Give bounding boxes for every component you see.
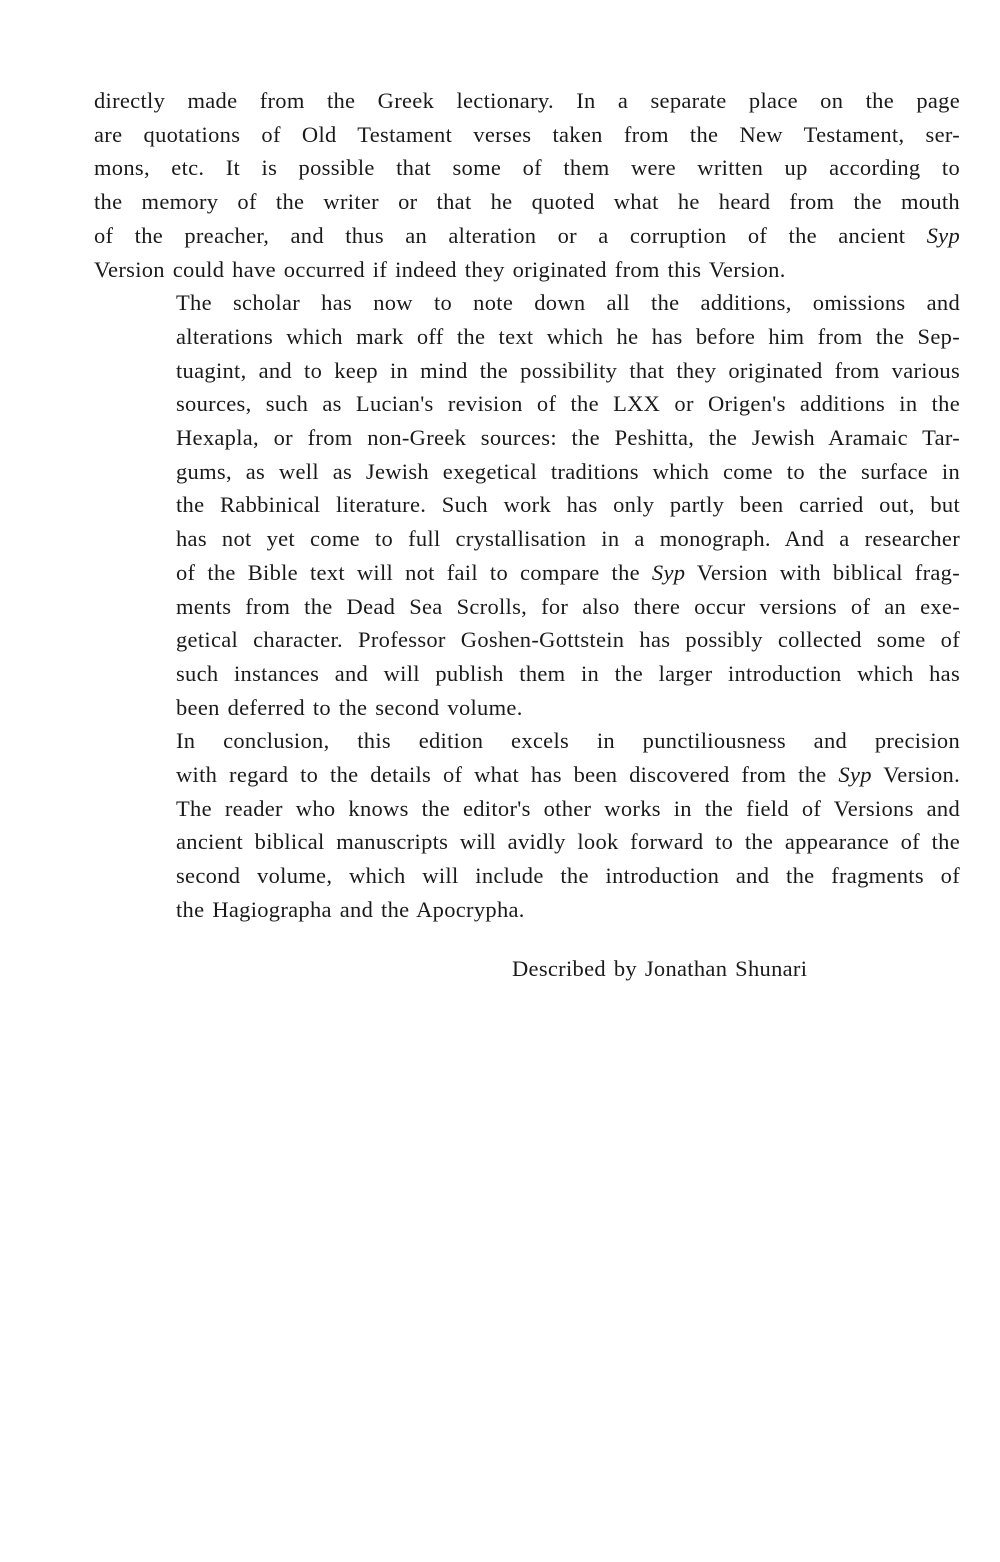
article-body — [94, 84, 960, 927]
paragraph-3 — [94, 724, 960, 926]
italic-term: Syp — [838, 762, 872, 788]
text-line: the Hagiographa and the Apocrypha. — [176, 896, 525, 922]
text-line: sources, such as Lucian's revision of the LXX or Origen's additions in the — [176, 391, 960, 417]
text-line: The reader who knows the editor's other works in the field of Versions and — [176, 795, 960, 821]
text-line: In conclusion, this edition excels in punctiliousness and precision — [176, 728, 960, 754]
signature-line: Described by Jonathan Shunari — [512, 956, 808, 981]
text-line: of the preacher, and thus an alteration or a corruption of the ancient Syp — [94, 222, 960, 248]
text-line: Version could have occurred if indeed they originated from this Version. — [94, 256, 786, 282]
text-line: the memory of the writer or that he quoted what he heard from the mouth — [94, 189, 960, 215]
text-line: ancient biblical manuscripts will avidly look forward to the appearance of the — [176, 829, 960, 855]
text-line: has not yet come to full crystallisation in a monograph. And a researcher — [176, 526, 960, 552]
text-line: mons, etc. It is possible that some of them were written up according to — [94, 155, 960, 181]
text-line: are quotations of Old Testament verses taken from the New Testament, ser- — [94, 121, 960, 147]
paragraph-1 — [94, 84, 960, 286]
text-line: with regard to the details of what has been discovered from the Syp Version. — [176, 762, 960, 788]
italic-term: Syp — [926, 222, 960, 248]
text-line: of the Bible text will not fail to compare the Syp Version with biblical frag- — [176, 559, 960, 585]
text-line: alterations which mark off the text which he has before him from the Sep- — [176, 323, 960, 349]
text-line: ments from the Dead Sea Scrolls, for also there occur versions of an exe- — [176, 593, 960, 619]
text-line: such instances and will publish them in the larger introduction which has — [176, 660, 960, 686]
italic-term: Syp — [651, 559, 686, 585]
paragraph-2 — [94, 286, 960, 724]
text-line: Hexapla, or from non-Greek sources: the Peshitta, the Jewish Aramaic Tar- — [176, 425, 960, 451]
text-line: second volume, which will include the introduction and the fragments of — [176, 863, 960, 889]
text-line: been deferred to the second volume. — [176, 694, 523, 720]
text-line: gums, as well as Jewish exegetical traditions which come to the surface in — [176, 458, 960, 484]
text-line: tuagint, and to keep in mind the possibility that they originated from various — [176, 357, 960, 383]
text-line: getical character. Professor Goshen-Gottstein has possibly collected some of — [176, 627, 960, 653]
text-line: directly made from the Greek lectionary. In a separate place on the page — [94, 88, 960, 113]
text-line: the Rabbinical literature. Such work has only partly been carried out, but — [176, 492, 960, 518]
text-line: The scholar has now to note down all the additions, omissions and — [176, 290, 960, 316]
